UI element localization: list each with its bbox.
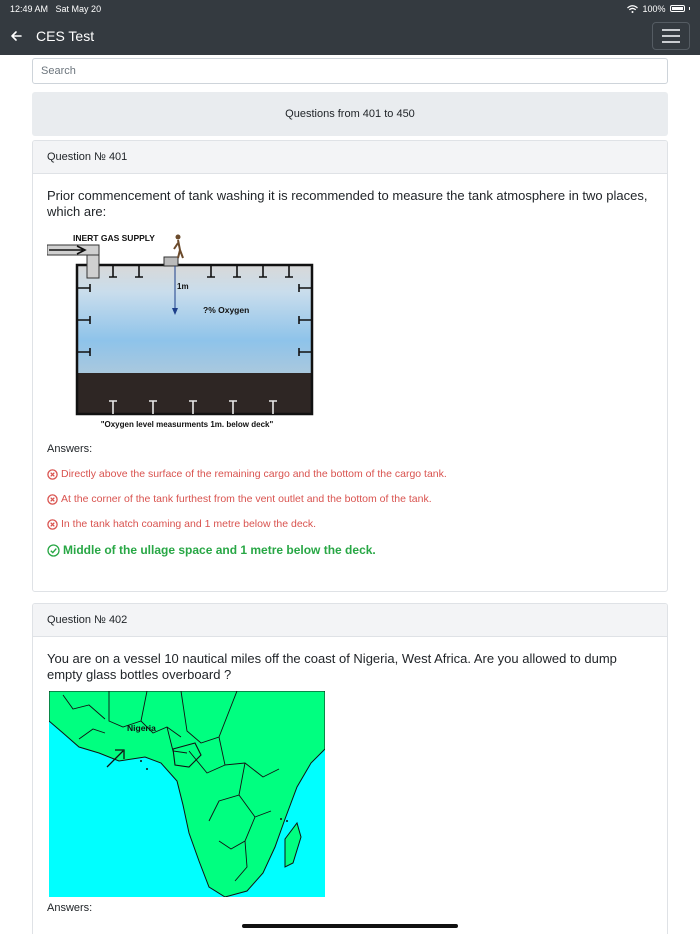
country-label: Nigeria	[127, 723, 156, 733]
range-label: Questions from 401 to 450	[285, 108, 415, 120]
navbar	[0, 17, 700, 55]
answer-text: At the corner of the tank furthest from the vent outlet and the bottom of the tank.	[61, 493, 432, 505]
status-date: Sat May 20	[55, 3, 102, 14]
battery-icon	[670, 5, 685, 12]
correct-check-icon	[47, 544, 60, 557]
question-text: You are on a vessel 10 nautical miles off the coast of Nigeria, West Africa. Are you allowed to dump empty glass bottles overboard ?	[47, 651, 617, 682]
diagram-caption: "Oxygen level measurments 1m. below deck"	[100, 420, 274, 429]
supply-label: INERT GAS SUPPLY	[73, 233, 155, 243]
hamburger-icon-bar	[662, 35, 680, 37]
search-input[interactable]	[32, 58, 668, 84]
question-number: Question № 402	[47, 614, 128, 626]
wifi-icon	[627, 5, 638, 13]
question-card-401	[32, 140, 668, 592]
back-button[interactable]	[0, 17, 32, 55]
hamburger-icon-bar	[662, 41, 680, 43]
question-text: Prior commencement of tank washing it is recommended to measure the tank atmosphere in two places, which are:	[47, 188, 648, 219]
hamburger-icon-bar	[662, 29, 680, 31]
wrong-x-icon	[47, 494, 58, 505]
menu-button[interactable]	[652, 22, 690, 50]
answer-option[interactable]	[47, 468, 653, 480]
question-header	[33, 141, 667, 174]
answer-option[interactable]	[47, 543, 653, 557]
tank-diagram-image	[47, 228, 326, 438]
page-title: CES Test	[36, 28, 95, 44]
home-indicator[interactable]	[242, 924, 458, 928]
answer-option[interactable]	[47, 518, 653, 530]
wrong-x-icon	[47, 519, 58, 530]
main-content	[0, 55, 700, 934]
question-number: Question № 401	[47, 151, 128, 163]
answer-text: In the tank hatch coaming and 1 metre below the deck.	[61, 518, 317, 530]
answers-label: Answers:	[47, 902, 93, 914]
africa-map-image	[49, 691, 325, 897]
depth-label: 1m	[177, 282, 189, 291]
oxygen-label: ?% Oxygen	[203, 305, 250, 315]
question-card-402	[32, 603, 668, 934]
answer-option[interactable]	[47, 493, 653, 505]
answers-label: Answers:	[47, 443, 93, 455]
back-arrow-icon	[10, 30, 22, 42]
status-time: 12:49 AM	[10, 3, 49, 14]
battery-percentage: 100%	[642, 3, 666, 14]
wrong-x-icon	[47, 469, 58, 480]
answer-text: Middle of the ullage space and 1 metre below the deck.	[63, 543, 376, 557]
question-header	[33, 604, 667, 637]
range-banner	[32, 92, 668, 136]
answer-text: Directly above the surface of the remaining cargo and the bottom of the cargo tank.	[61, 468, 447, 480]
status-bar	[0, 0, 700, 17]
